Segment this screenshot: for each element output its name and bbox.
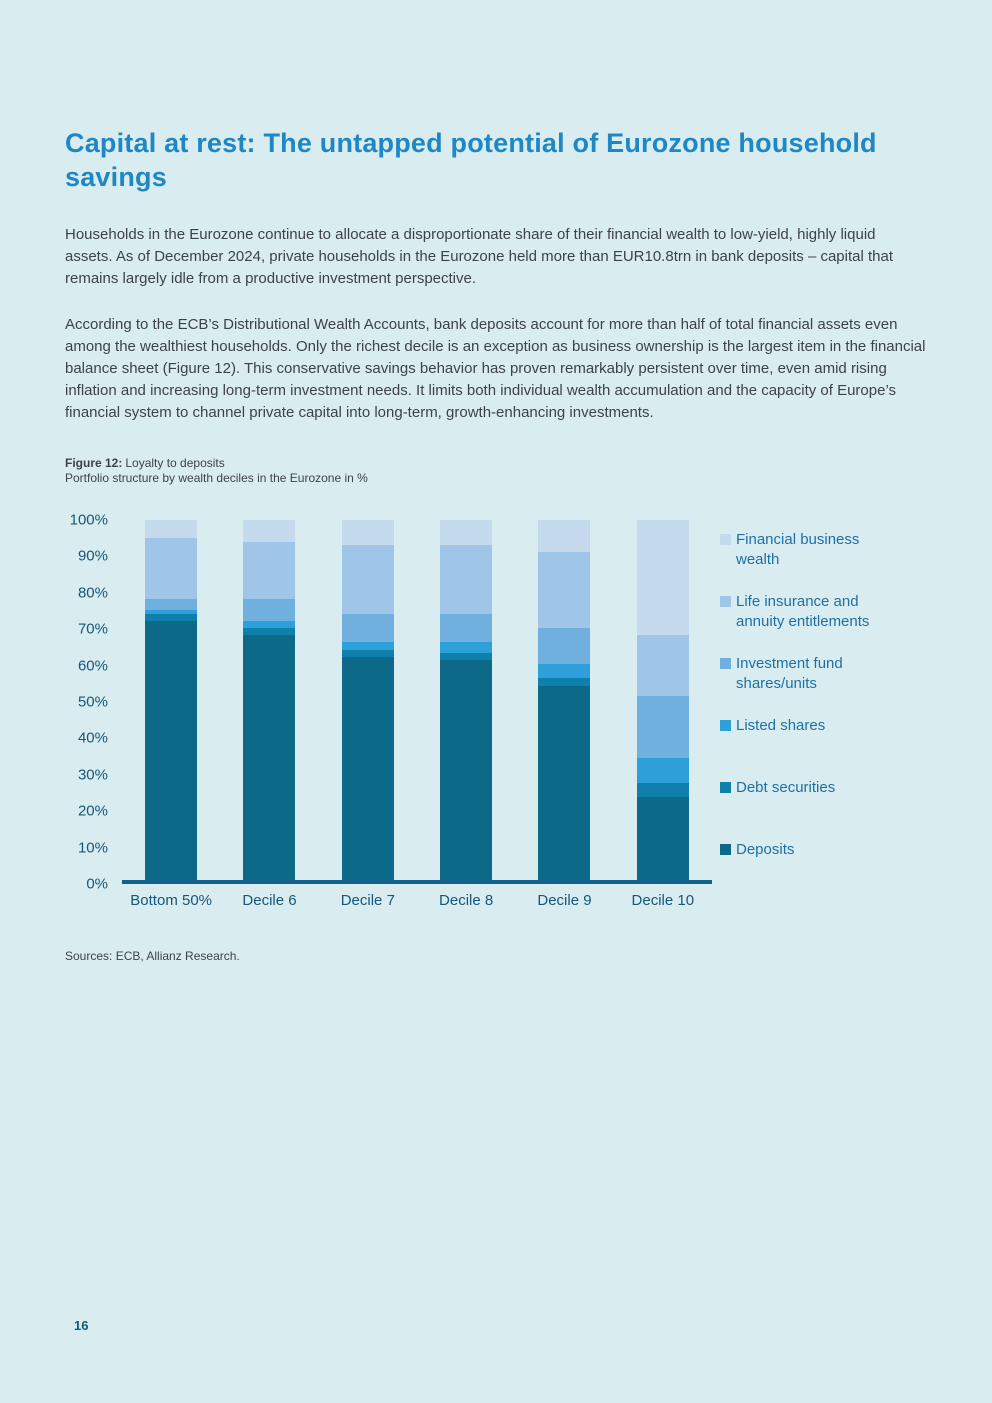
bar-segment	[243, 635, 295, 880]
y-axis-tick-label: 100%	[69, 511, 108, 529]
legend-swatch-icon	[720, 720, 731, 731]
figure-subtitle: Portfolio structure by wealth deciles in the Eurozone in %	[65, 471, 368, 485]
x-axis-category-label: Decile 6	[242, 892, 297, 909]
legend-label: Deposits	[736, 841, 795, 858]
bar-segment	[342, 520, 394, 545]
plot-column	[122, 520, 712, 909]
bar-segment	[243, 542, 295, 600]
bar-segment	[637, 520, 689, 635]
bar-column	[319, 520, 417, 880]
bar-segment	[637, 696, 689, 757]
bar-column	[515, 520, 613, 880]
legend-label: Debt securities	[736, 779, 836, 796]
bar-segment	[243, 628, 295, 635]
x-axis-category-label: Decile 10	[631, 892, 695, 909]
bar-column	[220, 520, 318, 880]
stacked-bar-decile-7	[342, 520, 394, 880]
x-axis-category-label: Bottom 50%	[130, 892, 213, 909]
bar-segment	[342, 657, 394, 880]
x-axis-category-label: Decile 7	[340, 892, 395, 909]
figure-caption	[65, 456, 927, 471]
bar-segment	[342, 614, 394, 643]
page-number: 16	[74, 1318, 89, 1333]
legend-item	[720, 778, 915, 840]
bar-segment	[145, 621, 197, 880]
legend-swatch-icon	[720, 658, 731, 669]
legend-label: Life insurance and annuity entitlements	[736, 593, 870, 630]
legend-swatch-icon	[720, 844, 731, 855]
bar-segment	[440, 614, 492, 643]
legend-item	[720, 530, 915, 592]
bar-segment	[637, 797, 689, 880]
x-axis-category-label: Decile 8	[439, 892, 494, 909]
stacked-bar-decile-10	[637, 520, 689, 880]
bar-segment	[440, 545, 492, 613]
bar-segment	[243, 520, 295, 542]
y-axis-tick-label: 10%	[77, 839, 108, 857]
bar-segment	[538, 664, 590, 678]
figure-title: Loyalty to deposits	[125, 456, 225, 470]
bar-segment	[440, 653, 492, 660]
bar-column	[417, 520, 515, 880]
bar-segment	[145, 614, 197, 621]
bar-column	[122, 520, 220, 880]
y-axis-tick-label: 30%	[77, 766, 108, 784]
bar-segment	[538, 628, 590, 664]
figure-label: Figure 12:	[65, 456, 123, 470]
paragraph-1: Households in the Eurozone continue to allocate a disproportionate share of their financial wealth to low-yield, highly liquid assets. As of December 2024, private households in the Eurozone held more than EUR10.8trn in bank deposits – capital that remains largely idle from a productive investment perspective.	[65, 226, 893, 287]
bar-segment	[440, 642, 492, 653]
legend-swatch-icon	[720, 534, 731, 545]
y-axis-tick-label: 80%	[77, 584, 108, 602]
bar-segment	[538, 552, 590, 628]
bar-segment	[538, 678, 590, 685]
chart-legend	[720, 520, 915, 909]
bar-segment	[145, 599, 197, 610]
stacked-bar-decile-8	[440, 520, 492, 880]
y-axis-tick-label: 50%	[77, 693, 108, 711]
y-axis-tick-label: 0%	[86, 875, 108, 893]
y-axis-tick-label: 90%	[77, 547, 108, 565]
legend-label: Investment fund shares/units	[736, 655, 843, 692]
stacked-bar-decile-6	[243, 520, 295, 880]
bar-segment	[637, 635, 689, 696]
legend-label: Financial business wealth	[736, 531, 860, 568]
paragraph-2: According to the ECB’s Distributional Wealth Accounts, bank deposits account for more than half of total financial assets even among the wealthiest households. Only the richest decile is an exception as business ownership is the largest item in the financial balance sheet (Figure 12). This conservative savings behavior has proven remarkably persistent over time, even amid rising inflation and increasing long-term investment needs. It limits both individual wealth accumulation and the capacity of Europe’s financial system to channel private capital into long-term, growth-enhancing investments.	[65, 316, 926, 421]
legend-swatch-icon	[720, 596, 731, 607]
plot-area	[122, 520, 712, 884]
bar-segment	[342, 650, 394, 657]
y-axis-tick-label: 60%	[77, 657, 108, 675]
bar-segment	[145, 538, 197, 599]
bar-segment	[243, 621, 295, 628]
legend-swatch-icon	[720, 782, 731, 793]
bar-segment	[342, 545, 394, 613]
bar-segment	[440, 660, 492, 880]
bar-segment	[637, 758, 689, 783]
legend-item	[720, 840, 915, 902]
legend-label: Listed shares	[736, 717, 826, 734]
bar-segment	[637, 783, 689, 797]
legend-item	[720, 592, 915, 654]
bar-segment	[440, 520, 492, 545]
y-axis-tick-label: 40%	[77, 729, 108, 747]
legend-item	[720, 716, 915, 778]
bar-segment	[145, 520, 197, 538]
bar-segment	[243, 599, 295, 621]
stacked-bar-chart	[65, 511, 927, 909]
stacked-bar-decile-9	[538, 520, 590, 880]
sources-note: Sources: ECB, Allianz Research.	[65, 949, 240, 963]
y-axis-tick-label: 70%	[77, 620, 108, 638]
legend-item	[720, 654, 915, 716]
y-axis	[65, 511, 108, 893]
y-axis-tick-label: 20%	[77, 802, 108, 820]
stacked-bar-bottom-50-	[145, 520, 197, 880]
bar-column	[614, 520, 712, 880]
page-title: Capital at rest: The untapped potential of Eurozone household savings	[65, 128, 877, 192]
x-axis-category-label: Decile 9	[537, 892, 592, 909]
bar-segment	[342, 642, 394, 649]
bar-segment	[538, 520, 590, 552]
x-axis-labels	[122, 892, 712, 909]
bar-segment	[538, 686, 590, 880]
